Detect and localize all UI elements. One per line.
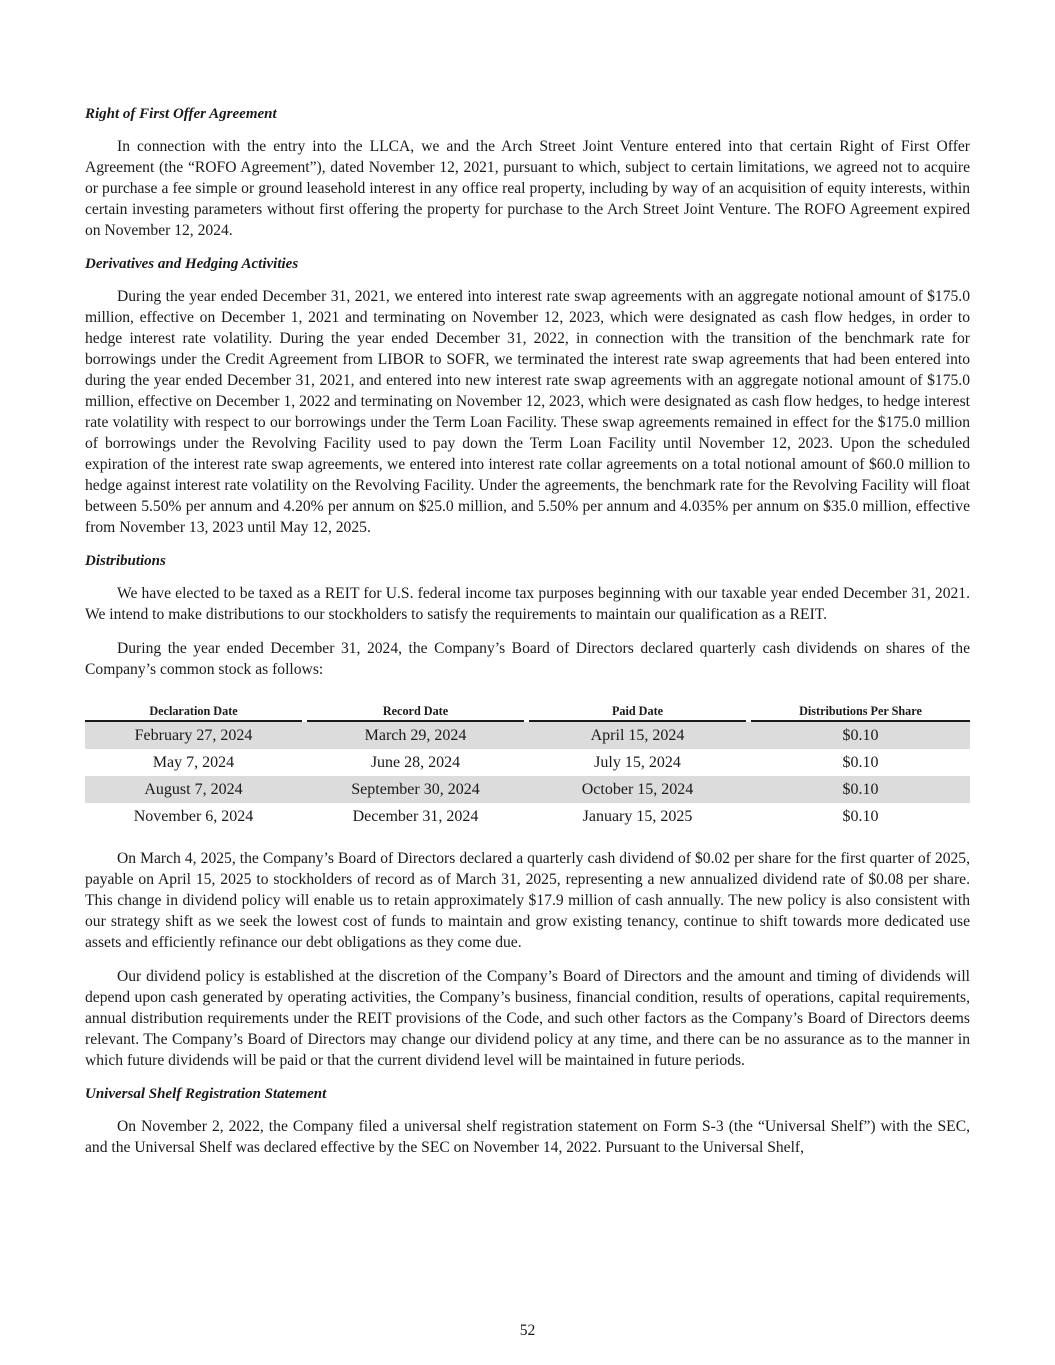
section-heading-universal-shelf: Universal Shelf Registration Statement — [85, 1086, 327, 1102]
cell-distribution-per-share: $0.10 — [842, 807, 879, 825]
paragraph-reit-election: We have elected to be taxed as a REIT for U.S. federal income tax purposes beginning with our taxable year ended December 31, 2021. We intend to make distributions to our stockholders to satisfy the requirements to maintain our qualification as a REIT. — [85, 585, 970, 623]
paragraph-dividend-policy: Our dividend policy is established at the discretion of the Company’s Board of Directors and the amount and timing of dividends will depend upon cash generated by operating activities, the Company’s business, financial condition, results of operations, capital requirements, annual distribution requirements under the REIT provisions of the Code, and such other factors as the Company’s Board of Directors deems relevant. The Company’s Board of Directors may change our dividend policy at any time, and there can be no assurance as to the manner in which future dividends will be paid or that the current dividend level will be maintained in future periods. — [85, 968, 970, 1069]
paragraph-rofo: In connection with the entry into the LLCA, we and the Arch Street Joint Venture entered into that certain Right of First Offer Agreement (the “ROFO Agreement”), dated November 12, 2021, pursuant to which, subject to certain limitations, we agreed not to acquire or purchase a fee simple or ground leasehold interest in any office real property, including by way of an acquisition of equity interests, within certain investing parameters without first offering the property for purchase to the Arch Street Joint Venture. The ROFO Agreement expired on November 12, 2024. — [85, 138, 970, 239]
column-header-record-date: Record Date — [307, 702, 524, 722]
paragraph-2025-dividend: On March 4, 2025, the Company’s Board of Directors declared a quarterly cash dividend of $0.02 per share for the first quarter of 2025, payable on April 15, 2025 to stockholders of record as of March 31, 2025, representing a new annualized dividend rate of $0.08 per share. This change in dividend policy will enable us to retain approximately $17.9 million of cash annually. The new policy is also consistent with our strategy shift as we seek the lowest cost of funds to maintain and grow existing tenancy, continue to shift towards more dedicated use assets and efficiently refinance our debt obligations as they come due. — [85, 850, 970, 951]
table-header-row — [85, 702, 970, 722]
cell-declaration-date: May 7, 2024 — [152, 753, 235, 771]
cell-distribution-per-share: $0.10 — [751, 722, 970, 749]
section-heading-distributions: Distributions — [85, 553, 166, 569]
cell-paid-date: January 15, 2025 — [582, 807, 693, 825]
table-row — [85, 803, 970, 830]
cell-declaration-date: February 27, 2024 — [85, 722, 302, 749]
cell-paid-date: April 15, 2024 — [529, 722, 746, 749]
cell-declaration-date: August 7, 2024 — [85, 776, 302, 803]
paragraph-dividends-intro: During the year ended December 31, 2024, the Company’s Board of Directors declared quarterly cash dividends on shares of the Company’s common stock as follows: — [85, 640, 970, 678]
column-header-distributions-per-share: Distributions Per Share — [751, 702, 970, 722]
page-number: 52 — [519, 1322, 536, 1339]
column-header-paid-date: Paid Date — [529, 702, 746, 722]
section-heading-rofo: Right of First Offer Agreement — [85, 106, 277, 122]
table-row — [85, 776, 970, 803]
document-page — [85, 104, 970, 1171]
cell-paid-date: October 15, 2024 — [529, 776, 746, 803]
cell-record-date: June 28, 2024 — [370, 753, 461, 771]
cell-record-date: March 29, 2024 — [307, 722, 524, 749]
paragraph-universal-shelf: On November 2, 2022, the Company filed a universal shelf registration statement on Form S-3 (the “Universal Shelf”) with the SEC, and the Universal Shelf was declared effective by the SEC on November 14, 2022. Pursuant to the Universal Shelf, — [85, 1118, 970, 1156]
cell-distribution-per-share: $0.10 — [842, 753, 879, 771]
cell-record-date: September 30, 2024 — [307, 776, 524, 803]
section-heading-derivatives: Derivatives and Hedging Activities — [85, 256, 299, 272]
cell-declaration-date: November 6, 2024 — [133, 807, 254, 825]
dividends-table — [85, 702, 970, 830]
paragraph-derivatives: During the year ended December 31, 2021, we entered into interest rate swap agreements with an aggregate notional amount of $175.0 million, effective on December 1, 2021 and terminating on November 12, 2023, which were designated as cash flow hedges, in order to hedge interest rate volatility. During the year ended December 31, 2022, in connection with the transition of the benchmark rate for borrowings under the Credit Agreement from LIBOR to SOFR, we terminated the interest rate swap agreements that had been entered into during the year ended December 31, 2021, and entered into new interest rate swap agreements with an aggregate notional amount of $175.0 million, effective on December 1, 2022 and terminating on November 12, 2023, which were designated as cash flow hedges, to hedge interest rate volatility with respect to our borrowings under the Term Loan Facility. These swap agreements remained in effect for the $175.0 million of borrowings under the Revolving Facility used to pay down the Term Loan Facility until November 12, 2023. Upon the scheduled expiration of the interest rate swap agreements, we entered into interest rate collar agreements on a total notional amount of $60.0 million to hedge against interest rate volatility on the Revolving Facility. Under the agreements, the benchmark rate for the Revolving Facility will float between 5.50% per annum and 4.20% per annum on $25.0 million, and 5.50% per annum and 4.035% per annum on $35.0 million, effective from November 13, 2023 until May 12, 2025. — [85, 288, 970, 536]
table-row — [85, 722, 970, 749]
cell-paid-date: July 15, 2024 — [594, 753, 681, 771]
cell-distribution-per-share: $0.10 — [751, 776, 970, 803]
column-header-declaration-date: Declaration Date — [85, 702, 302, 722]
cell-record-date: December 31, 2024 — [352, 807, 479, 825]
table-row — [85, 749, 970, 776]
